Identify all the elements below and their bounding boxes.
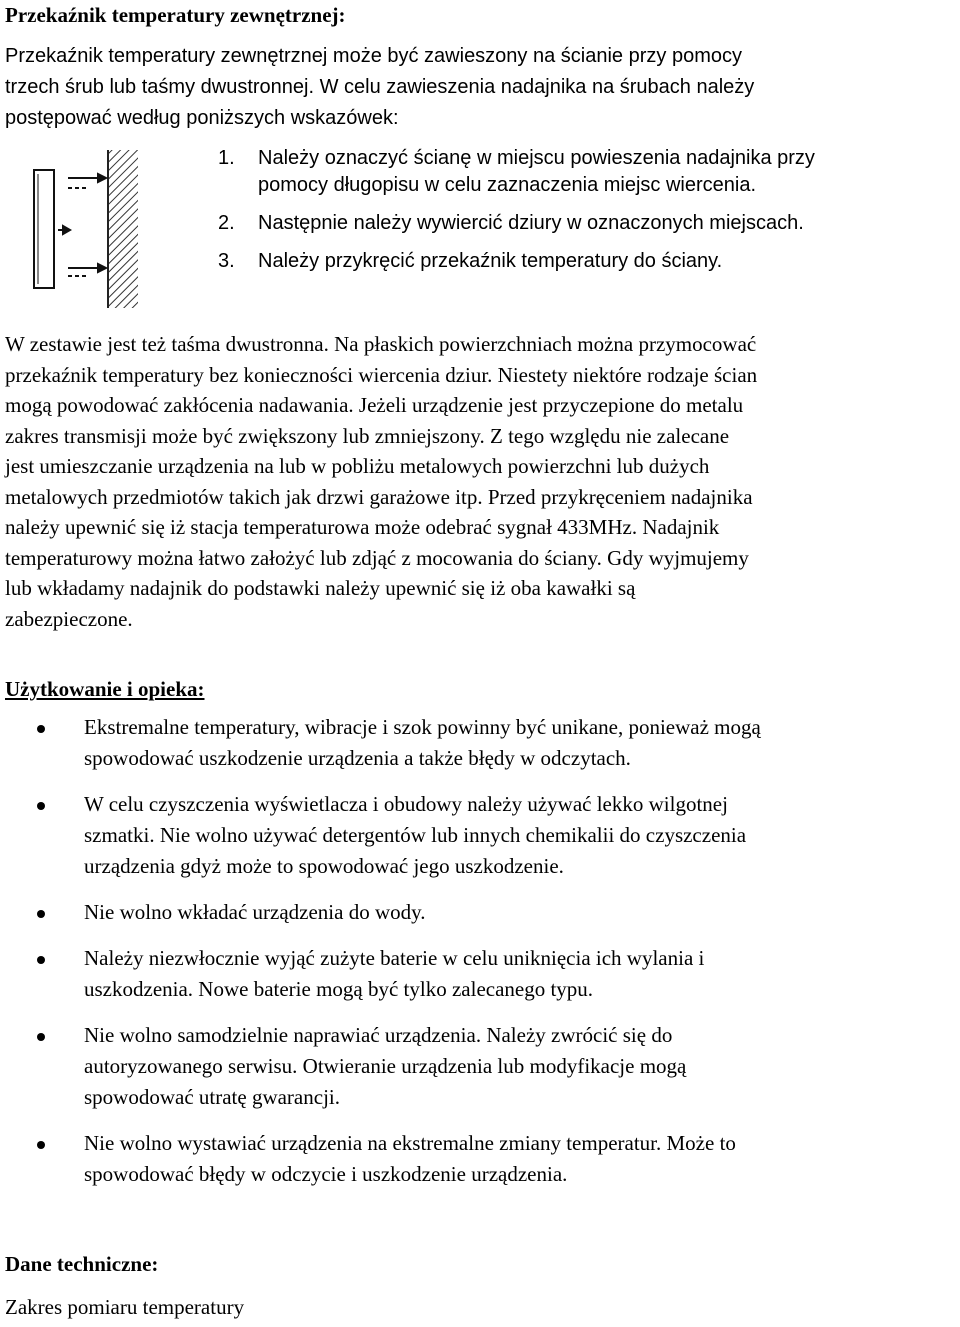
para-line: lub wkładamy nadajnik do podstawki należy upewnić się iż oba kawałki są bbox=[5, 576, 636, 600]
step-number: 2. bbox=[218, 212, 235, 234]
mounting-steps-list bbox=[218, 145, 815, 275]
step-line: pomocy długopisu w celu zaznaczenia miejsc wiercenia. bbox=[258, 174, 757, 196]
tape-mounting-paragraph bbox=[5, 329, 957, 634]
care-item bbox=[0, 897, 761, 928]
bullet-icon bbox=[37, 910, 45, 918]
item-line: spowodować utratę gwarancji. bbox=[84, 1085, 340, 1109]
step-item bbox=[218, 210, 815, 237]
item-line: uszkodzenia. Nowe baterie mogą być tylko zalecanego typu. bbox=[84, 977, 594, 1001]
step-line: Należy przykręcić przekaźnik temperatury do ściany. bbox=[258, 250, 723, 272]
bullet-icon bbox=[37, 802, 45, 810]
item-line: Należy niezwłocznie wyjąć zużyte baterie w celu uniknięcia ich wylania i bbox=[84, 946, 705, 970]
care-item bbox=[0, 1020, 761, 1113]
para-line: zabezpieczone. bbox=[5, 606, 133, 631]
item-line: szmatki. Nie wolno używać detergentów lub innych chemikalii do czyszczenia bbox=[84, 823, 747, 847]
item-line: Nie wolno wkładać urządzenia do wody. bbox=[84, 900, 426, 924]
para-line: należy upewnić się iż stacja temperaturowa może odebrać sygnał 433MHz. Nadajnik bbox=[5, 515, 720, 539]
para-line: metalowych przedmiotów takich jak drzwi garażowe itp. Przed przykręceniem nadajnika bbox=[5, 484, 753, 509]
temperature-range-label: Zakres pomiaru temperatury bbox=[5, 1295, 245, 1319]
para-line: mogą powodować zakłócenia nadawania. Jeżeli urządzenie jest przyczepione do metalu bbox=[5, 393, 744, 417]
sensor-body bbox=[34, 170, 54, 288]
step-number: 3. bbox=[218, 250, 235, 272]
intro-line: Przekaźnik temperatury zewnętrznej może być zawieszony na ścianie przy pomocy bbox=[5, 45, 742, 67]
care-item bbox=[0, 712, 761, 774]
step-line: Następnie należy wywiercić dziury w oznaczonych miejscach. bbox=[258, 212, 804, 234]
item-line: W celu czyszczenia wyświetlacza i obudowy należy używać lekko wilgotnej bbox=[84, 792, 728, 816]
item-line: Nie wolno samodzielnie naprawiać urządzenia. Należy zwrócić się do bbox=[84, 1023, 673, 1047]
tech-data-heading: Dane techniczne: bbox=[5, 1252, 159, 1276]
care-bullet-list bbox=[0, 712, 761, 1205]
bullet-icon bbox=[37, 956, 45, 964]
intro-line: postępować według poniższych wskazówek: bbox=[5, 107, 399, 129]
care-item bbox=[0, 943, 761, 1005]
item-line: spowodować uszkodzenie urządzenia a także błędy w odczytach. bbox=[84, 746, 631, 770]
care-item bbox=[0, 1128, 761, 1190]
step-number: 1. bbox=[218, 147, 235, 169]
intro-line: trzech śrub lub taśmy dwustronnej. W celu zawieszenia nadajnika na śrubach należy bbox=[5, 76, 755, 98]
item-line: Ekstremalne temperatury, wibracje i szok powinny być unikane, ponieważ mogą bbox=[84, 715, 761, 739]
bullet-icon bbox=[37, 1141, 45, 1149]
wall-mount-illustration bbox=[28, 140, 148, 310]
wall-hatching bbox=[108, 150, 138, 308]
bullet-icon bbox=[37, 725, 45, 733]
para-line: jest umieszczanie urządzenia na lub w pobliżu metalowych powierzchni lub dużych bbox=[5, 454, 710, 478]
para-line: zakres transmisji może być zwiększony lub zmniejszony. Z tego względu nie zalecane bbox=[5, 423, 730, 448]
step-item bbox=[218, 248, 815, 275]
item-line: Nie wolno wystawiać urządzenia na ekstremalne zmiany temperatur. Może to bbox=[84, 1131, 736, 1155]
usage-care-heading: Użytkowanie i opieka: bbox=[5, 677, 205, 701]
step-item bbox=[218, 145, 815, 199]
screw-arrow bbox=[58, 174, 106, 276]
item-line: autoryzowanego serwisu. Otwieranie urządzenia lub modyfikacje mogą bbox=[84, 1054, 687, 1078]
para-line: przekaźnik temperatury bez konieczności wiercenia dziur. Niestety niektóre rodzaje ścian bbox=[5, 362, 758, 387]
para-line: temperaturowy można łatwo założyć lub zdjąć z mocowania do ściany. Gdy wyjmujemy bbox=[5, 545, 749, 570]
bullet-icon bbox=[37, 1033, 45, 1041]
care-item bbox=[0, 789, 761, 882]
item-line: urządzenia gdyż może to spowodować jego uszkodzenie. bbox=[84, 854, 564, 878]
step-line: Należy oznaczyć ścianę w miejscu powieszenia nadajnika przy bbox=[258, 147, 815, 169]
item-line: spowodować błędy w odczycie i uszkodzenie urządzenia. bbox=[84, 1162, 568, 1186]
outdoor-sensor-heading: Przekaźnik temperatury zewnętrznej: bbox=[5, 3, 346, 27]
intro-paragraph bbox=[5, 41, 957, 134]
para-line: W zestawie jest też taśma dwustronna. Na płaskich powierzchniach można przymocować bbox=[5, 332, 757, 356]
